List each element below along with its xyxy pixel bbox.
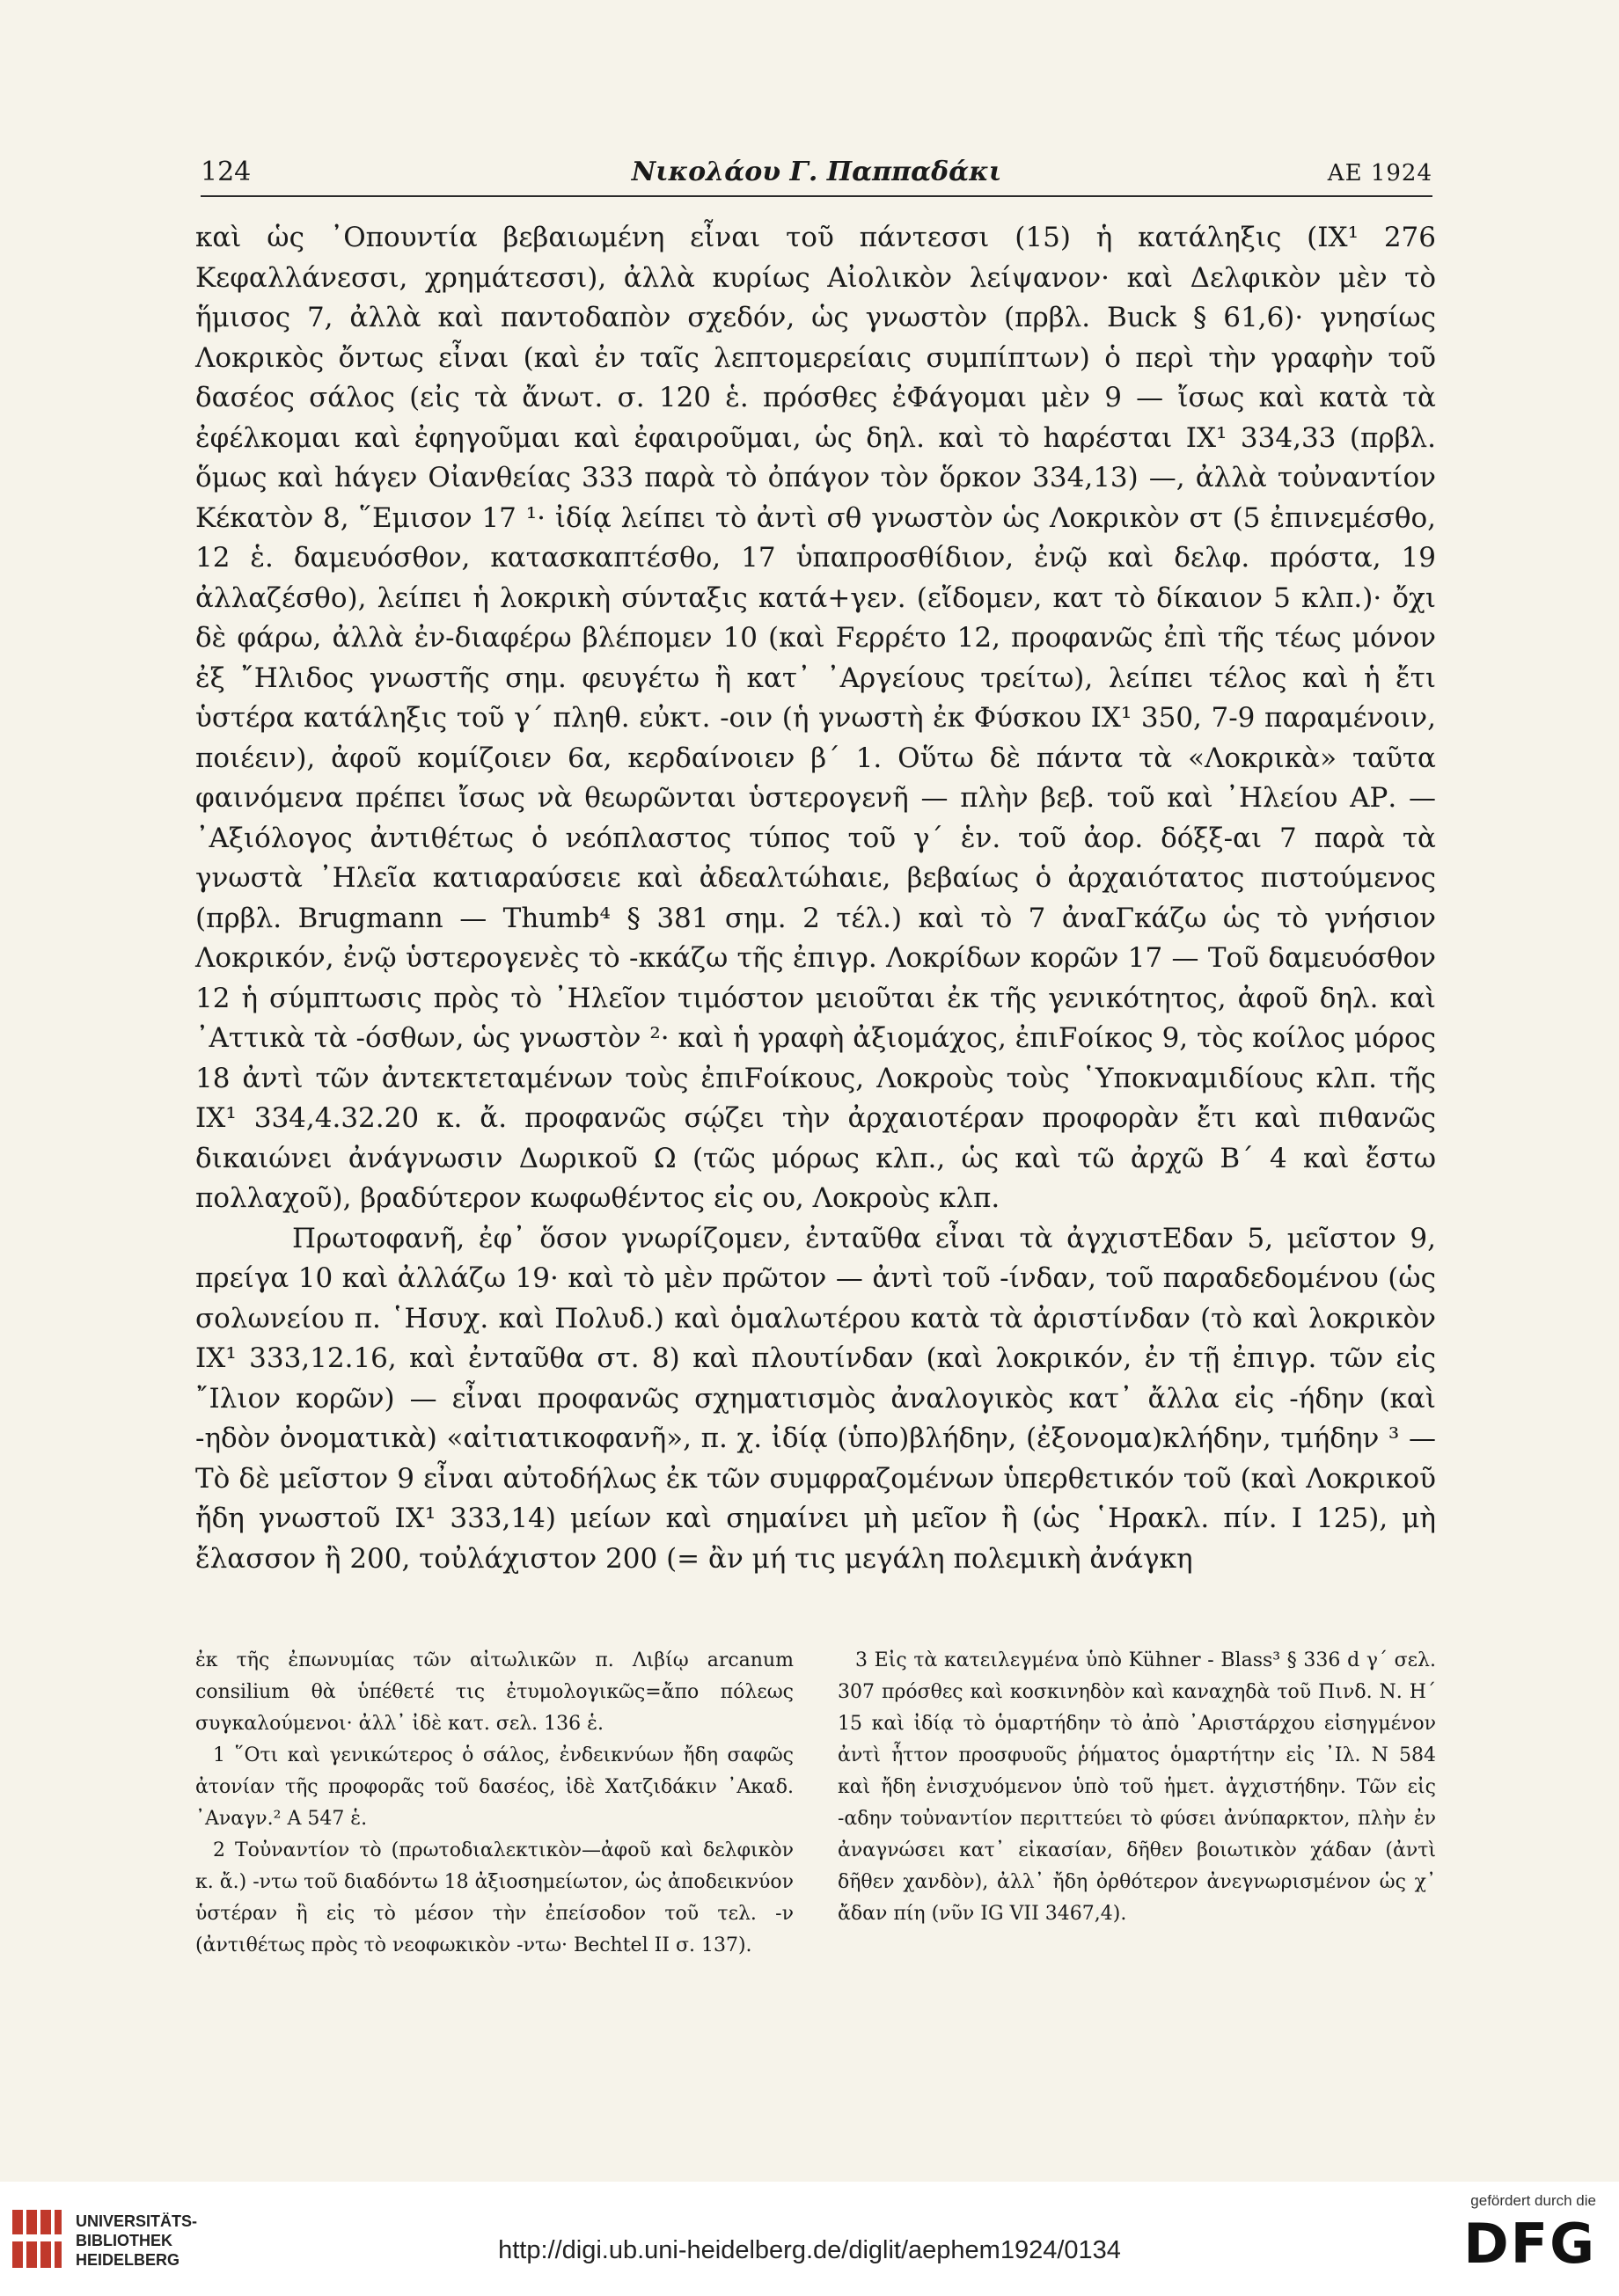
main-text [195, 218, 1436, 1579]
footnote-1: 1 ῞Οτι καὶ γενικώτερος ὁ σάλος, ἐνδεικνύων ἤδη σαφῶς ἀτονίαν τῆς προφορᾶς τοῦ δασέος, ἰδὲ Χατζιδάκιν ᾿Ακαδ. ᾿Αναγν.² Α 547 ἑ. [195, 1744, 794, 1830]
footnote-3: 3 Εἰς τὰ κατειλεγμένα ὑπὸ Kühner - Blass³ § 336 d γ΄ σελ. 307 πρόσθες καὶ κοσκινηδὸν καὶ καναχηδὰ τοῦ Πινδ. Ν. Η΄ 15 καὶ ἰδίᾳ τὸ ὁμαρτήδην τὸ ἀπὸ ᾿Αριστάρχου εἰσηγμένον ἀντὶ ἧττον προσφυοῦς ῥήματος ὁμαρτήτην εἰς ᾿Ιλ. Ν 584 καὶ ἤδη ἐνισχυόμενον ὑπὸ τοῦ ἡμετ. ἀγχιστήδην. Τῶν εἰς -αδην τοὐναντίον περιττεύει τὸ φύσει ἀνύπαρκτον, πλὴν ἐν ἀναγνώσει κατ᾿ εἰκασίαν, δῆθεν βοιωτικὸν χάδαν (ἀντὶ δῆθεν χανδὸν), ἀλλ᾿ ἤδη ὀρθότερον ἀνεγνωρισμένον ὡς χ᾿ ἄδαν πίη (νῦν IG VII 3467,4). [838, 1649, 1436, 1925]
footnotes-right-column [838, 1645, 1436, 1930]
footnote-continuation: ἐκ τῆς ἐπωνυμίας τῶν αἰτωλικῶν π. Λιβίῳ arcanum consilium θὰ ὑπέθετέ τις ἐτυμολογικῶς=ἄπο πόλεως συγκαλούμενοι· ἀλλ᾿ ἰδὲ κατ. σελ. 136 ἑ. [195, 1649, 794, 1735]
permalink-url[interactable]: http://digi.ub.uni-heidelberg.de/diglit/aephem1924/0134 [498, 2236, 1121, 2264]
viewer-footer [0, 2182, 1619, 2296]
library-name: UNIVERSITÄTS- BIBLIOTHEK HEIDELBERG [76, 2212, 198, 2269]
paragraph-1: καὶ ὡς ᾿Οπουντία βεβαιωμένη εἶναι τοῦ πάντεσσι (15) ἡ κατάληξις (IX¹ 276 Κεφαλλάνεσσι, χρημάτεσσι), ἀλλὰ κυρίως Αἰολικὸν λείψανον· καὶ Δελφικὸν μὲν τὸ ἥμισος 7, ἀλλὰ καὶ παντοδαπὸν σχεδόν, ὡς γνωστὸν (πρβλ. Buck § 61,6)· γνησίως Λοκρικὸς ὄντως εἶναι (καὶ ἐν ταῖς λεπτομερείαις συμπίπτων) ὁ περὶ τὴν γραφὴν τοῦ δασέος σάλος (εἰς τὰ ἄνωτ. σ. 120 ἑ. πρόσθες ἐΦάγομαι μὲν 9 — ἴσως καὶ κατὰ τὰ ἐφέλκομαι καὶ ἐφηγοῦμαι καὶ ἐφαιροῦμαι, ὡς δηλ. καὶ τὸ hαρέσται IX¹ 334,33 (πρβλ. ὅμως καὶ hάγεν Οἰανθείας 333 παρὰ τὸ ὀπάγον τὸν ὅρκον 334,13) —, ἀλλὰ τοὐναντίον Κέκατὸν 8, ῞Εμισον 17 ¹· ἰδίᾳ λείπει τὸ ἀντὶ σθ γνωστὸν ὡς Λοκρικὸν στ (5 ἐπινεμέσθο, 12 ἑ. δαμευόσθον, κατασκαπτέσθο, 17 ὑπαπροσθίδιον, ἐνῷ καὶ δελφ. πρόστα, 19 ἀλλαζέσθο), λείπει ἡ λοκρικὴ σύνταξις κατά+γεν. (εἴδομεν, κατ τὸ δίκαιον 5 κλπ.)· ὄχι δὲ φάρω, ἀλλὰ ἐν-διαφέρω βλέπομεν 10 (καὶ Fερρέτο 12, προφανῶς ἐπὶ τῆς τέως μόνον ἐξ ῎Ηλιδος γνωστῆς σημ. φευγέτω ἢ κατ᾿ ᾿Αργείους τρείτω), λείπει τέλος καὶ ἡ ἔτι ὑστέρα κατάληξις τοῦ γ΄ πληθ. εὐκτ. -οιν (ἡ γνωστὴ ἐκ Φύσκου IX¹ 350, 7-9 παραμένοιν, ποιέειν), ἀφοῦ κομίζοιεν 6α, κερδαίνοιεν β΄ 1. Οὕτω δὲ πάντα τὰ «Λοκρικὰ» ταῦτα φαινόμενα πρέπει ἴσως νὰ θεωρῶνται ὑστερογενῆ — πλὴν βεβ. τοῦ καὶ ᾿Ηλείου ΑΡ. — ᾿Αξιόλογος ἀντιθέτως ὁ νεόπλαστος τύπος τοῦ γ΄ ἑν. τοῦ ἀορ. δόξξ-αι 7 παρὰ τὰ γνωστὰ ᾿Ηλεῖα κατιαραύσειε καὶ ἀδεαλτώhαιε, βεβαίως ὁ ἀρχαιότατος πιστούμενος (πρβλ. Brugmann — Thumb⁴ § 381 σημ. 2 τέλ.) καὶ τὸ 7 ἀναΓκάζω ὡς τὸ γνήσιον Λοκρικόν, ἐνῷ ὑστερογενὲς τὸ -κκάζω τῆς ἐπιγρ. Λοκρίδων κορῶν 17 — Τοῦ δαμευόσθον 12 ἡ σύμπτωσις πρὸς τὸ ᾿Ηλεῖον τιμόστον μειοῦται ἐκ τῆς γενικότητος, ἀφοῦ δηλ. καὶ ᾿Αττικὰ τὰ -όσθων, ὡς γνωστὸν ²· καὶ ἡ γραφὴ ἀξιομάχος, ἐπιFοίκος 9, τὸς κοίλος μόρος 18 ἀντὶ τῶν ἀντεκτεταμένων τοὺς ἐπιFοίκους, Λοκροὺς τοὺς ῾Υποκναμιδίους κλπ. τῆς IX¹ 334,4.32.20 κ. ἄ. προφανῶς σῴζει τὴν ἀρχαιοτέραν προφορὰν ἔτι καὶ πιθανῶς δικαιώνει ἀνάγνωσιν Δωρικοῦ Ω (τῶς μόρως κλπ., ὡς καὶ τῶ ἀρχῶ Β΄ 4 καὶ ἔστω πολλαχοῦ), βραδύτερον κωφωθέντος εἰς ου, Λοκροὺς κλπ. [195, 222, 1437, 1214]
footnotes [195, 1645, 1436, 2032]
funder-caption: gefördert durch die [1470, 2192, 1596, 2209]
footnotes-left-column [195, 1645, 794, 1962]
header-rule [201, 195, 1432, 197]
page-number: 124 [201, 157, 252, 187]
funder-logo[interactable] [1367, 2192, 1596, 2289]
dfg-logo-icon: DFG [1463, 2212, 1596, 2276]
paragraph-2: Πρωτοφανῆ, ἐφ᾿ ὅσον γνωρίζομεν, ἐνταῦθα εἶναι τὰ ἀγχιστΕδαν 5, μεῖστον 9, πρείγα 10 καὶ ἀλλάζω 19· καὶ τὸ μὲν πρῶτον — ἀντὶ τοῦ -ίνδαν, τοῦ παραδεδομένου (ὡς σολωνείου π. ῾Ησυχ. καὶ Πολυδ.) καὶ ὁμαλωτέρου κατὰ τὰ ἀριστίνδαν (τὸ καὶ λοκρικὸν IX¹ 333,12.16, καὶ ἐνταῦθα στ. 8) καὶ πλουτίνδαν (καὶ λοκρικόν, ἐν τῇ ἐπιγρ. τῶν εἰς ῎Ιλιον κορῶν) — εἶναι προφανῶς σχηματισμὸς ἀναλογικὸς κατ᾿ ἄλλα εἰς -ήδην (καὶ -ηδὸν ὀνοματικὰ) «αἰτιατικοφανῆ», π. χ. ἰδίᾳ (ὑπο)βλήδην, (ἐξονομα)κλήδην, τμήδην ³ — Τὸ δὲ μεῖστον 9 εἶναι αὐτοδήλως ἐκ τῶν συμφραζομένων ὑπερθετικόν τοῦ (καὶ Λοκρικοῦ ἤδη γνωστοῦ IX¹ 333,14) μείων καὶ σημαίνει μὴ μεῖον ἢ (ὡς ῾Ηρακλ. πίν. I 125), μὴ ἔλασσον ἢ 200, τοὐλάχιστον 200 (= ἂν μή τις μεγάλη πολεμικὴ ἀνάγκη [195, 1222, 1436, 1575]
running-header [201, 157, 1432, 201]
footnote-2: 2 Τοὐναντίον τὸ (πρωτοδιαλεκτικὸν—ἀφοῦ καὶ δελφικὸν κ. ἄ.) -ντω τοῦ διαδόντω 18 ἀξιοσημείωτον, ὡς ἀποδεικνύον ὑστέραν ἢ εἰς τὸ μέσον τὴν ἐπείσοδον τοῦ τελ. -ν (ἀντιθέτως πρὸς τὸ νεοφωκικὸν -ντω· Bechtel II σ. 137). [195, 1839, 794, 1956]
running-title: Νικολάου Γ. Παππαδάκι [631, 157, 1002, 187]
journal-label: ΑΕ 1924 [1327, 160, 1432, 186]
